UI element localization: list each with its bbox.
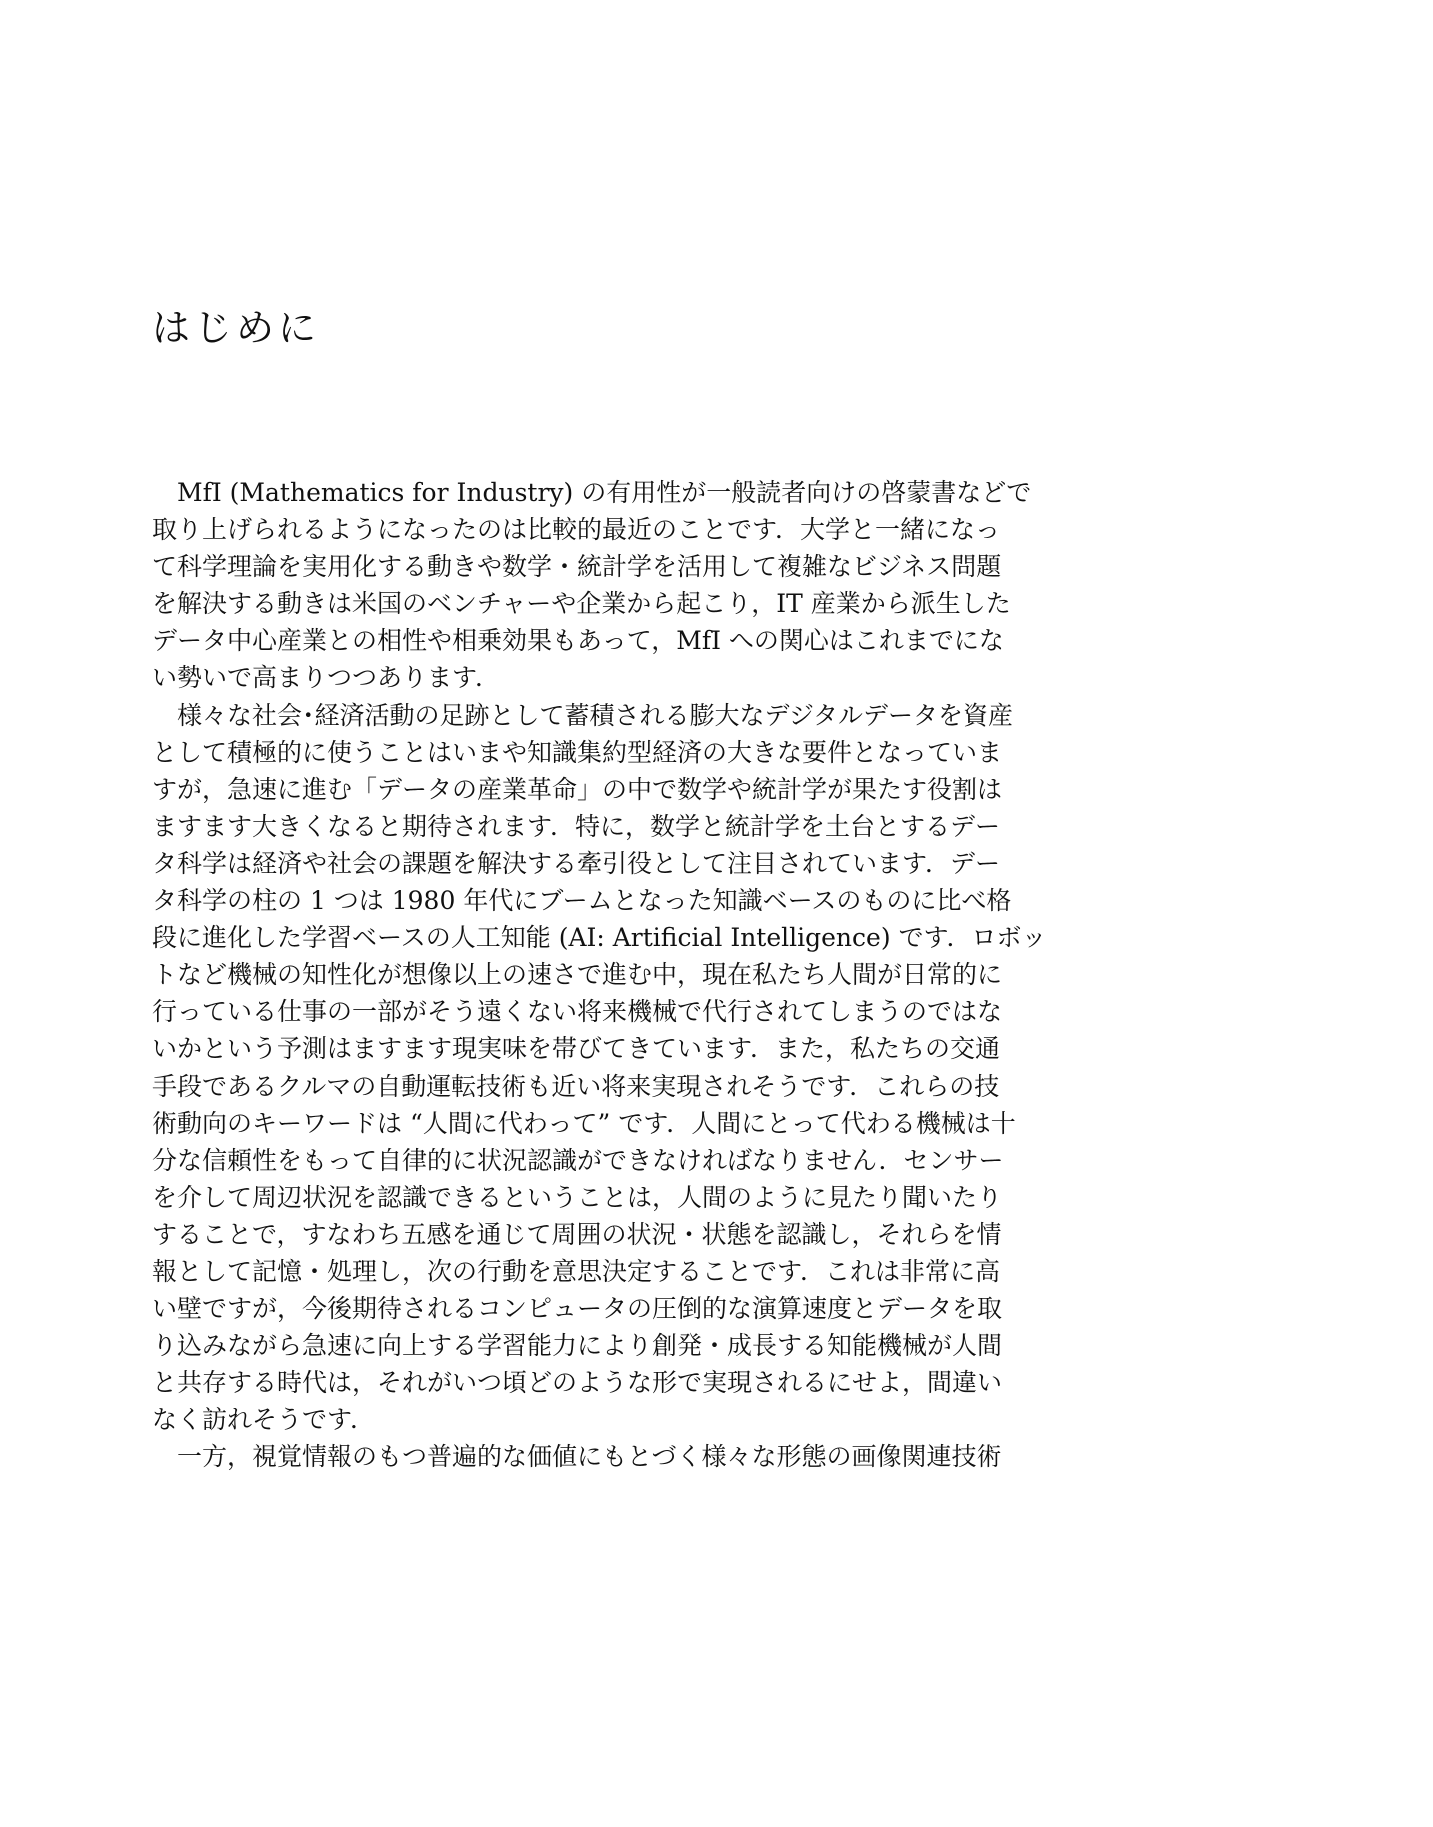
text-line: タ科学は経済や社会の課題を解決する牽引役として注目されています．デー (152, 848, 1001, 878)
text-line: と共存する時代は，それがいつ頃どのような形で実現されるにせよ，間違い (152, 1368, 1003, 1398)
text-line: を介して周辺状況を認識できるということは，人間のように見たり聞いたり (152, 1182, 1003, 1212)
text-line: いかという予測はますます現実味を帯びてきています．また，私たちの交通 (152, 1034, 1001, 1064)
text-line: 術動向のキーワードは “人間に代わって” です．人間にとって代わる機械は十 (152, 1108, 1016, 1138)
text-line: タ科学の柱の 1 つは 1980 年代にブームとなった知識ベースのものに比べ格 (152, 886, 1012, 916)
text-line: ますます大きくなると期待されます．特に，数学と統計学を土台とするデー (152, 811, 1001, 841)
text-line: 手段であるクルマの自動運転技術も近い将来実現されそうです．これらの技 (152, 1071, 1000, 1101)
text-line: い壁ですが，今後期待されるコンピュータの圧倒的な演算速度とデータを取 (152, 1294, 1003, 1324)
text-line: することで，すなわち五感を通じて周囲の状況・状態を認識し，それらを情 (152, 1219, 1002, 1249)
text-line: り込みながら急速に向上する学習能力により創発・成長する知能機械が人間 (152, 1331, 1003, 1361)
text-line: い勢いで高まりつつあります． (152, 663, 501, 693)
text-line: データ中心産業との相性や相乗効果もあって，MfI への関心はこれまでにな (152, 626, 1004, 656)
text-line: 報として記憶・処理し，次の行動を意思決定することです．これは非常に高 (152, 1256, 1001, 1286)
text-line: 一方，視覚情報のもつ普遍的な価値にもとづく様々な形態の画像関連技術 (177, 1442, 1002, 1472)
text-line: 段に進化した学習ベースの人工知能 (AI: Artificial Intelligence) です．ロボッ (152, 923, 1047, 953)
body-text (152, 474, 1072, 1476)
text-line: MfI (Mathematics for Industry) の有用性が一般読者向けの啓蒙書などで (177, 478, 1032, 507)
text-line: トなど機械の知性化が想像以上の速さで進む中，現在私たち人間が日常的に (152, 960, 1003, 990)
text-line: 分な信頼性をもって自律的に状況認識ができなければなりません．センサー (152, 1145, 1004, 1175)
text-line: すが，急速に進む「データの産業革命」の中で数学や統計学が果たす役割は (152, 774, 1003, 804)
chapter-title: はじめに (152, 306, 321, 350)
text-line: を解決する動きは米国のベンチャーや企業から起こり，IT 産業から派生した (152, 589, 1011, 619)
text-line: 様々な社会･経済活動の足跡として蓄積される膨大なデジタルデータを資産 (177, 700, 1014, 730)
text-line: 行っている仕事の一部がそう遠くない将来機械で代行されてしまうのではな (152, 997, 1003, 1027)
text-line: て科学理論を実用化する動きや数学・統計学を活用して複雑なビジネス問題 (152, 552, 1002, 582)
text-line: 取り上げられるようになったのは比較的最近のことです．大学と一緒になっ (152, 515, 1001, 545)
text-line: なく訪れそうです． (152, 1405, 376, 1435)
text-line: として積極的に使うことはいまや知識集約型経済の大きな要件となっていま (152, 737, 1003, 767)
